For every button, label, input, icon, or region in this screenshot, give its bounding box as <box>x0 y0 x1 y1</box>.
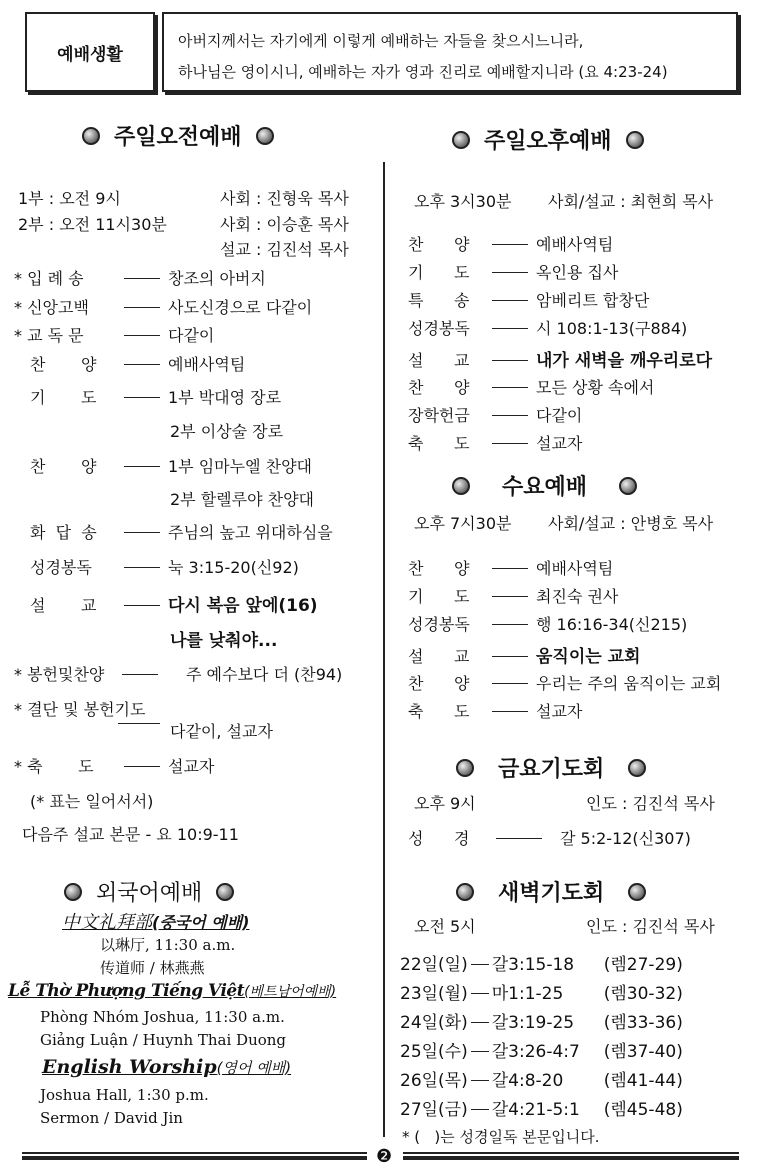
afternoon-order-row: 설 교 내가 새벽을 깨우리로다 <box>408 351 713 371</box>
dawn-day-row: 23일(월) 마1:1-25 (렘30-32) <box>400 984 683 1004</box>
dawn-day-row: 25일(수) 갈3:26-4:7 (렘37-40) <box>400 1042 683 1062</box>
morning-order-row: * 교 독 문 다같이 <box>14 326 215 345</box>
wednesday-host: 사회/설교 : 안병호 목사 <box>548 514 714 533</box>
morning-order-row: 성경봉독 눅 3:15-20(신92) <box>30 558 299 577</box>
service-2-host: 사회 : 이승훈 목사 <box>220 215 349 234</box>
chinese-service-title: 中文礼拜部(중국어 예배) <box>62 912 250 933</box>
bullet-dot-icon <box>626 131 644 149</box>
morning-order-continued: 2부 할렐루야 찬양대 <box>170 490 314 509</box>
vietnamese-service-title: Lễ Thờ Phượng Tiếng Việt(베트남어예배) <box>8 981 337 1001</box>
header-label: 예배생활 <box>57 44 123 65</box>
dawn-title: 새벽기도회 <box>456 876 646 907</box>
morning-order-row: 화 답 송 주님의 높고 위대하심을 <box>30 523 333 542</box>
standing-note: (* 표는 일어서서) <box>30 792 154 811</box>
bullet-dot-icon <box>619 477 637 495</box>
sunday-afternoon-title: 주일오후예배 <box>452 124 644 155</box>
dawn-time: 오전 5시 <box>414 917 476 936</box>
friday-scripture-row: 성 경 갈 5:2-12(신307) <box>408 829 691 848</box>
chinese-preacher: 传道师 / 林燕燕 <box>100 959 205 977</box>
friday-leader: 인도 : 김진석 목사 <box>586 794 715 813</box>
afternoon-order-row: 특 송 암베리트 합창단 <box>408 291 650 310</box>
bullet-dot-icon <box>452 131 470 149</box>
wednesday-order-row: 기 도 최진숙 권사 <box>408 587 619 606</box>
bullet-dot-icon <box>628 759 646 777</box>
bullet-dot-icon <box>456 759 474 777</box>
bullet-dot-icon <box>82 127 100 145</box>
afternoon-host: 사회/설교 : 최현희 목사 <box>548 192 714 211</box>
friday-time: 오후 9시 <box>414 794 476 813</box>
sermon-title-continued: 나를 낮춰야... <box>170 631 278 651</box>
service-preacher: 설교 : 김진석 목사 <box>220 240 349 259</box>
sunday-morning-title: 주일오전예배 <box>82 120 274 151</box>
wednesday-order-row: 찬 양 우리는 주의 움직이는 교회 <box>408 674 722 693</box>
verse-line-1: 아버지께서는 자기에게 이렇게 예배하는 자들을 찾으시느니라, <box>178 32 584 50</box>
morning-order-continued: 2부 이상술 장로 <box>170 422 284 441</box>
morning-dash-fix <box>122 674 158 675</box>
commitment-prayer-label: * 결단 및 봉헌기도 <box>14 700 146 719</box>
afternoon-order-row: 찬 양 예배사역팀 <box>408 235 614 254</box>
dawn-day-row: 26일(목) 갈4:8-20 (렘41-44) <box>400 1071 683 1091</box>
footer-rule-left <box>22 1152 367 1160</box>
bullet-dot-icon <box>628 883 646 901</box>
afternoon-order-row: 성경봉독 시 108:1-13(구884) <box>408 319 688 338</box>
morning-order-row: * 신앙고백 사도신경으로 다같이 <box>14 298 313 317</box>
header-label-box <box>25 12 155 92</box>
afternoon-order-row: 장학헌금 다같이 <box>408 406 583 425</box>
bullet-dot-icon <box>452 477 470 495</box>
bullet-dot-icon <box>456 883 474 901</box>
service-1-time: 1부 : 오전 9시 <box>18 189 121 208</box>
next-week-sermon: 다음주 설교 본문 - 요 10:9-11 <box>22 825 239 844</box>
service-2-time: 2부 : 오전 11시30분 <box>18 215 167 234</box>
bullet-dot-icon <box>216 883 234 901</box>
dawn-leader: 인도 : 김진석 목사 <box>586 917 715 936</box>
footer-rule-right <box>403 1152 739 1160</box>
morning-order-row: * 봉헌및찬양 주 예수보다 더 (찬94) <box>14 665 343 684</box>
wednesday-order-row: 설 교 움직이는 교회 <box>408 647 641 667</box>
commitment-dash <box>118 723 160 724</box>
dawn-day-row: 22일(일) 갈3:15-18 (렘27-29) <box>400 955 683 975</box>
afternoon-order-row: 찬 양 모든 상황 속에서 <box>408 378 655 397</box>
morning-order-row: 찬 양 1부 임마누엘 찬양대 <box>30 457 312 476</box>
morning-order-row: 찬 양 예배사역팀 <box>30 355 246 374</box>
column-divider <box>383 162 385 1137</box>
morning-order-row: 기 도 1부 박대영 장로 <box>30 388 282 407</box>
dawn-day-row: 24일(화) 갈3:19-25 (렘33-36) <box>400 1013 683 1033</box>
bullet-dot-icon <box>256 127 274 145</box>
english-place: Joshua Hall, 1:30 p.m. <box>40 1086 209 1104</box>
english-preacher: Sermon / David Jin <box>40 1109 183 1127</box>
foreign-title: 외국어예배 <box>64 876 234 907</box>
verse-line-2: 하나님은 영이시니, 예배하는 자가 영과 진리로 예배할지니라 (요 4:23-24) <box>178 63 668 81</box>
afternoon-time: 오후 3시30분 <box>414 192 512 211</box>
morning-order-row: 설 교 다시 복음 앞에(16) <box>30 596 318 616</box>
page-number: ❷ <box>376 1146 393 1167</box>
vietnamese-preacher: Giảng Luận / Huynh Thai Duong <box>40 1031 287 1049</box>
morning-order-continued: 다같이, 설교자 <box>170 722 273 741</box>
afternoon-order-row: 축 도 설교자 <box>408 434 583 453</box>
morning-order-row: * 축 도 설교자 <box>14 757 215 776</box>
header-verse-box <box>162 12 738 92</box>
wednesday-order-row: 축 도 설교자 <box>408 702 583 721</box>
bullet-dot-icon <box>64 883 82 901</box>
wednesday-title: 수요예배 <box>452 470 637 501</box>
wednesday-order-row: 찬 양 예배사역팀 <box>408 559 614 578</box>
vietnamese-place: Phòng Nhóm Joshua, 11:30 a.m. <box>40 1008 285 1026</box>
chinese-place: 以琳厅, 11:30 a.m. <box>100 936 236 954</box>
afternoon-order-row: 기 도 옥인용 집사 <box>408 263 619 282</box>
friday-title: 금요기도회 <box>456 752 646 783</box>
wednesday-time: 오후 7시30분 <box>414 514 512 533</box>
dawn-day-row: 27일(금) 갈4:21-5:1 (렘45-48) <box>400 1100 683 1120</box>
service-1-host: 사회 : 진형욱 목사 <box>220 189 349 208</box>
wednesday-order-row: 성경봉독 행 16:16-34(신215) <box>408 615 688 634</box>
english-service-title: English Worship(영어 예배) <box>42 1056 292 1078</box>
dawn-note: * ( )는 성경일독 본문입니다. <box>402 1128 600 1146</box>
morning-order-row: * 입 례 송 창조의 아버지 <box>14 269 266 288</box>
